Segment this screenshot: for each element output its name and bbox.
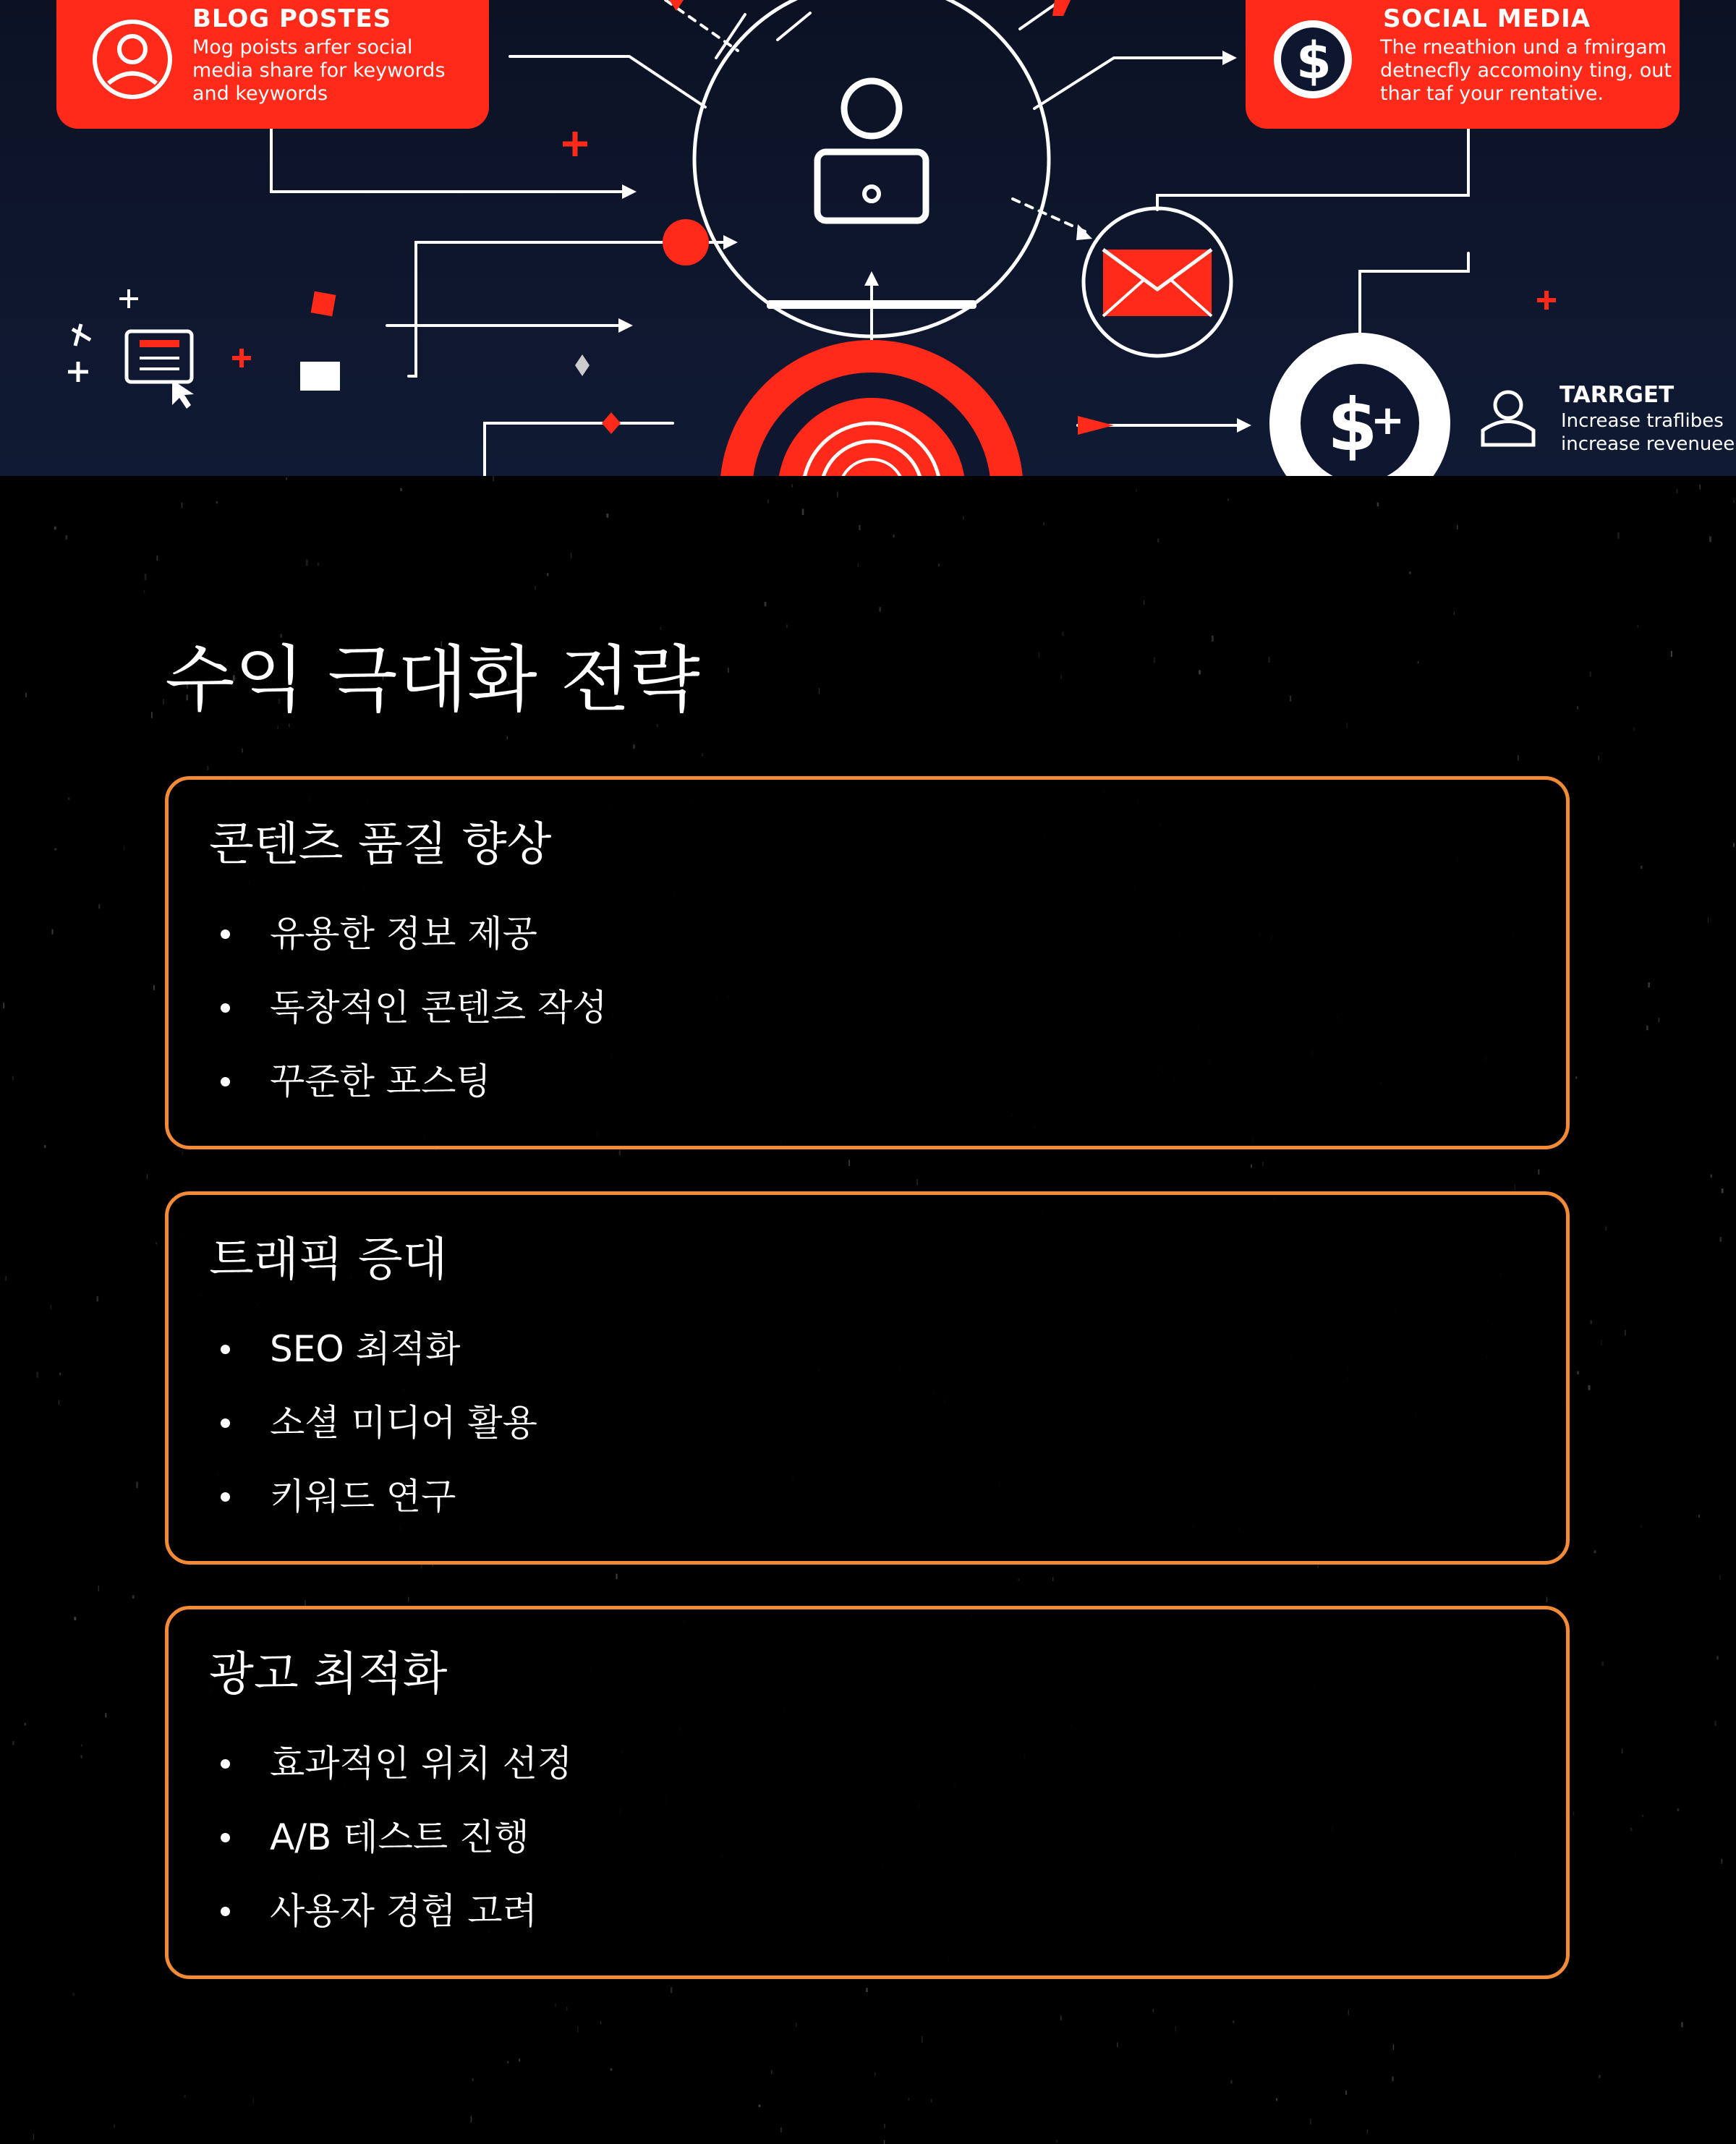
section-card-content-quality [165,776,1570,1149]
list-item [169,1386,537,1460]
social-media-card-title: SOCIAL MEDIA [1383,4,1591,33]
person-icon [1483,392,1533,445]
social-desc-line-2: detnecfly accomoiny ting, out [1380,59,1672,82]
bullet-icon [221,1418,230,1428]
target-label-title: TARRGET [1560,382,1675,408]
section-list [169,1312,537,1533]
list-item-text: 유용한 정보 제공 [270,913,537,955]
bullet-icon [221,1907,230,1916]
mail-icon [1084,208,1231,356]
bullet-icon [221,1077,230,1086]
section-title: 트래픽 증대 [209,1233,448,1287]
blog-desc-line-3: and keywords [192,82,328,105]
document-icon [127,331,194,409]
list-item [169,1727,572,1800]
list-item-text: 독창적인 콘텐츠 작성 [270,987,608,1029]
blog-posts-card-title: BLOG POSTES [192,4,392,33]
list-item-text: SEO 최적화 [270,1328,461,1370]
bullet-icon [221,930,230,939]
list-item-text: 사용자 경험 고려 [270,1890,537,1932]
list-item [169,1460,537,1533]
social-media-card-description [1380,36,1672,106]
blog-desc-line-2: media share for keywords [192,59,446,82]
blog-desc-line-1: Mog poists arfer social [192,36,413,59]
target-label-description [1561,409,1735,456]
blog-posts-card-description [192,36,446,106]
section-title: 콘텐츠 품질 향상 [209,818,552,872]
list-item [169,1312,537,1386]
section-card-traffic-growth [165,1191,1570,1565]
svg-text:$: $ [1327,383,1378,467]
list-item [169,1874,572,1948]
section-card-ad-optimization [165,1606,1570,1979]
revenue-coin-icon [1269,333,1450,476]
svg-text:$: $ [1296,31,1332,90]
section-list [169,1727,572,1948]
target-desc-line-1: Increase traflibes [1561,410,1724,432]
target-desc-line-2: increase revenuee [1561,433,1735,455]
list-item [169,971,608,1045]
list-item [169,897,608,971]
list-item-text: 소셜 미디어 활용 [270,1402,537,1444]
svg-text:+: + [1371,397,1405,444]
social-desc-line-3: thar taf your rentative. [1380,82,1604,105]
list-item-text: 꾸준한 포스팅 [270,1060,491,1102]
list-item [169,1800,572,1874]
list-item [169,1045,608,1118]
bullet-icon [221,1492,230,1502]
header-illustration [0,0,1736,476]
list-item-text: 키워드 연구 [270,1476,456,1518]
bullet-icon [221,1003,230,1013]
bullet-icon [221,1345,230,1354]
red-node-dot [663,219,709,265]
section-list [169,897,608,1118]
bullet-icon [221,1759,230,1769]
bullet-icon [221,1833,230,1842]
list-item-text: 효과적인 위치 선정 [270,1743,573,1784]
social-desc-line-1: The rneathion und a fmirgam [1380,36,1667,59]
section-title: 광고 최적화 [209,1648,448,1701]
page-title: 수익 극대화 전략 [165,637,700,722]
list-item-text: A/B 테스트 진행 [270,1816,529,1858]
target-icon [720,340,1024,476]
